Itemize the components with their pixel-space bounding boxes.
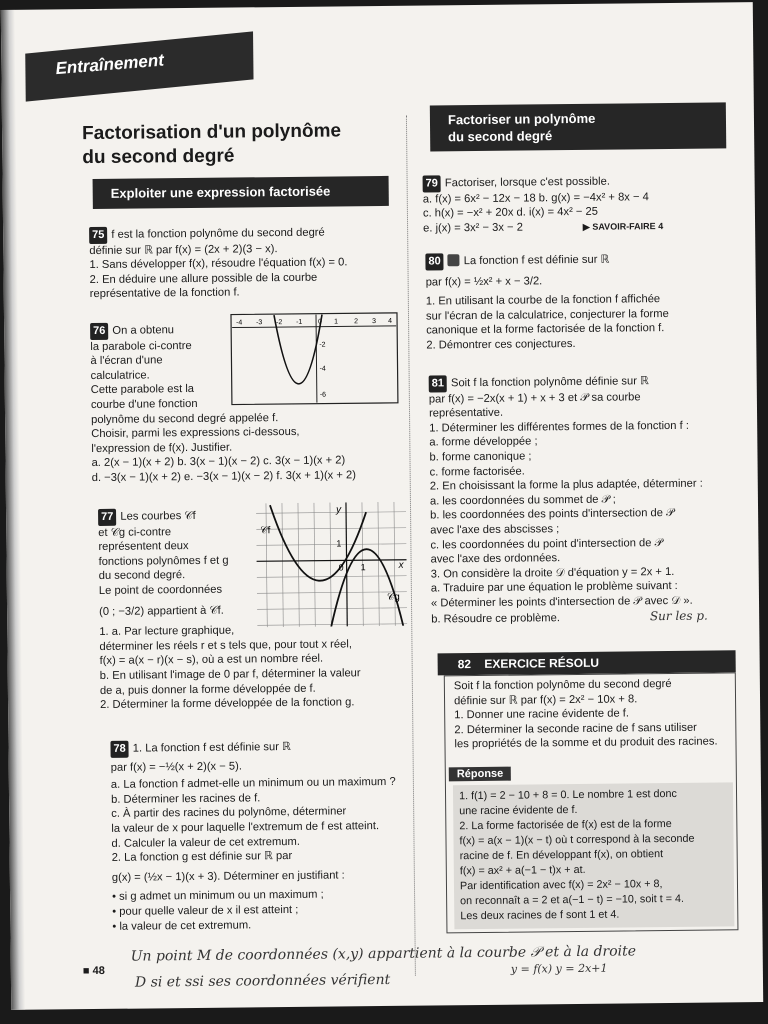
exercise-line: calculatrice. [90, 369, 150, 382]
exercise-line: e. j(x) = 3x² − 3x − 2 [423, 221, 523, 235]
savoir-faire-link[interactable]: ▶ SAVOIR-FAIRE 4 [582, 220, 664, 232]
exercise-line: • pour quelle valeur de x il est atteint ; [112, 903, 299, 918]
label-one-y: 1 [336, 538, 342, 549]
exercise-line: représentative. [428, 406, 504, 420]
textbook-page [1, 2, 763, 1010]
exercise-line: b. Résoudre ce problème. [431, 611, 560, 625]
exercise-line: a. forme développée ; [429, 435, 538, 449]
reponse-line: Par identification avec f(x) = 2x² − 10x + 8, [459, 878, 663, 893]
exercise-line: La fonction f est définie sur ℝ [463, 253, 610, 268]
tick-label: -6 [319, 391, 327, 399]
title-line-1: Factorisation d'un polynôme [81, 120, 342, 145]
label-cf: 𝒞f [260, 525, 271, 537]
exercise-line: 3. On considère la droite 𝒟 d'équation y = 2x + 1. [430, 565, 675, 581]
exercise-line: a. f(x) = 6x² − 12x − 18 b. g(x) = −4x² + 8x − 4 [422, 190, 649, 206]
exercise-line: 2. Déterminer la seconde racine de f sans utiliser [454, 721, 697, 737]
reponse-line: f(x) = ax² + a(−1 − t)x + at. [459, 863, 586, 878]
exercise-line: 1. En utilisant la courbe de la fonction f affichée [425, 293, 661, 308]
calculator-parabola-figure [230, 312, 399, 406]
exercise-82-statement [454, 677, 718, 753]
two-curves-figure [256, 502, 407, 628]
exercise-line: Les courbes 𝒞f [120, 509, 196, 523]
exercise-line: c. les coordonnées du point d'intersection de 𝒫 [430, 536, 663, 552]
exercise-number: 77 [98, 509, 116, 526]
reponse-content [459, 787, 695, 924]
column-divider [406, 116, 416, 976]
exercise-line: par f(x) = −2x(x + 1) + x + 3 et 𝒫 sa courbe [428, 390, 641, 406]
exercise-line: du second degré. [98, 569, 186, 583]
label-y: y [335, 504, 342, 516]
tick-label: -2 [319, 341, 326, 349]
section-right-line-2: du second degré [448, 128, 553, 145]
page-number: ■ 48 [82, 964, 105, 978]
exercise-line: 2. En déduire une allure possible de la courbe [89, 271, 318, 286]
exercise-line: par f(x) = ½x² + x − 3/2. [425, 274, 543, 289]
exercise-number: 80 [425, 253, 443, 270]
exercise-line: 1. La fonction f est définie sur ℝ [132, 740, 291, 755]
y-axis [346, 502, 347, 626]
exercise-82-header [438, 650, 736, 675]
exercise-line: définie sur ℝ par f(x) = 2x² − 10x + 8. [453, 692, 638, 707]
label-cg: 𝒞g [386, 591, 400, 603]
exercise-line: b. les coordonnées des points d'intersection de 𝒫 [430, 507, 675, 522]
x-axis [257, 560, 407, 562]
exercise-line: c. À partir des racines du polynôme, déterminer [111, 805, 347, 821]
exercise-line: g(x) = (½x − 1)(x + 3). Déterminer en justifiant : [111, 869, 345, 884]
tick-label: -4 [236, 319, 243, 327]
tick-label: -3 [256, 319, 263, 327]
tick-label: -1 [296, 318, 303, 326]
exercise-line: les propriétés de la somme et du produit des racines. [454, 735, 718, 751]
reponse-line: f(x) = a(x − 1)(x − t) où t correspond à la seconde [459, 832, 695, 848]
tick-label: -4 [319, 365, 326, 373]
exercise-line: 1. Sans développer f(x), résoudre l'équation f(x) = 0. [89, 256, 348, 272]
exercise-line: avec l'axe des abscisses ; [430, 523, 560, 537]
reponse-line: 1. f(1) = 2 − 10 + 8 = 0. Le nombre 1 est donc [458, 787, 677, 803]
page-binding-shadow [1, 10, 25, 1010]
exercise-line: Le point de coordonnées [98, 583, 223, 597]
exercise-line: 2. Démontrer ces conjectures. [426, 337, 576, 352]
exercise-line: et 𝒞g ci-contre [98, 525, 172, 539]
exercise-75 [89, 224, 348, 302]
label-one-x: 1 [360, 562, 366, 573]
handwritten-note: Sur les p. [649, 608, 708, 623]
exercise-line: 1. a. Par lecture graphique, [99, 624, 235, 639]
exercise-number: 75 [89, 227, 107, 244]
section-header-left: Exploiter une expression factorisée [93, 176, 389, 209]
exercise-line: • si g admet un minimum ou un maximum ; [112, 888, 324, 904]
exercise-line: « Déterminer les points d'intersection de 𝒫 avec 𝒟 ». [430, 594, 693, 610]
reponse-label: Réponse [449, 767, 512, 782]
reponse-line: on reconnaît a = 2 et a(−1 − t) = −10, soit t = 4. [460, 892, 685, 908]
exercise-78 [110, 738, 397, 934]
handwritten-line-1: Un point M de coordonnées (x,y) appartient à la courbe 𝒫 et à la droite [130, 943, 637, 965]
exercise-line: b. En utilisant l'image de 0 par f, déterminer la valeur [99, 667, 361, 682]
reponse-line: Les deux racines de f sont 1 et 4. [460, 908, 620, 923]
exercise-79 [423, 173, 664, 236]
tick-label: 2 [354, 318, 359, 326]
reponse-line: 2. La forme factorisée de f(x) est de la forme [459, 817, 672, 833]
reponse-line: racine de f. En développant f(x), on obtient [459, 848, 664, 863]
exercise-number: 82 [457, 657, 472, 672]
grid-lines [256, 502, 407, 628]
tick-label: -2 [276, 319, 283, 327]
exercise-line: avec l'axe des ordonnées. [430, 552, 561, 566]
exercise-line: fonctions polynômes f et g [98, 554, 229, 568]
page-title [82, 119, 382, 170]
exercise-line: d. Calculer la valeur de cet extremum. [111, 835, 300, 850]
exercise-line: Cette parabole est la [90, 383, 195, 397]
exercise-80 [425, 251, 669, 353]
label-x: x [398, 559, 404, 571]
exercise-line: représentative de la fonction f. [89, 286, 240, 301]
exercise-line: b. forme canonique ; [429, 450, 532, 464]
tick-label: 4 [388, 317, 393, 325]
reponse-line: une racine évidente de f. [459, 803, 578, 818]
title-line-2: du second degré [82, 145, 235, 169]
section-right-line-1: Factoriser un polynôme [447, 110, 596, 128]
tick-label: 0 [318, 318, 323, 326]
exercise-line: déterminer les réels r et s tels que, pour tout x réel, [99, 638, 352, 653]
exercise-line: 1. Déterminer les différentes formes de la fonction f : [429, 419, 689, 435]
exercise-line: la parabole ci-contre [90, 339, 192, 353]
exercise-number: 81 [429, 375, 447, 392]
exercise-line: Soit f la fonction polynôme définie sur ℝ [450, 375, 649, 390]
exercise-line: c. forme factorisée. [429, 465, 525, 479]
exercise-number: 76 [90, 323, 108, 340]
exercise-line: 2. La fonction g est définie sur ℝ par [111, 850, 293, 865]
handwritten-side-note: y = f(x) y = 2x+1 [510, 961, 608, 976]
exercise-line: à l'écran d'une [90, 354, 163, 368]
exercise-line: d. −3(x − 1)(x + 2) e. −3(x − 1)(x − 2) f. 3(x + 1)(x + 2) [91, 469, 357, 484]
exercise-number: 78 [110, 741, 128, 758]
exercise-resolu-label: EXERCICE RÉSOLU [484, 655, 600, 671]
exercise-81 [429, 373, 708, 627]
exercise-line: a. 2(x − 1)(x + 2) b. 3(x − 1)(x − 2) c. 3(x − 1)(x + 2) [91, 454, 346, 470]
section-header-right [430, 102, 726, 151]
exercise-line: On a obtenu [112, 324, 175, 337]
exercise-line: 2. Déterminer la forme développée de la fonction g. [100, 696, 355, 712]
exercise-line: canonique et la forme factorisée de la fonction f. [426, 322, 665, 337]
exercise-intro: Factoriser, lorsque c'est possible. [444, 175, 610, 190]
exercise-line: f(x) = a(x − r)(x − s), où a est un nombre réel. [99, 652, 324, 668]
exercise-line: l'expression de f(x). Justifier. [91, 441, 233, 455]
exercise-line: Soit f la fonction polynôme du second degré [453, 677, 672, 693]
exercise-number: 79 [423, 175, 441, 192]
calculator-icon [448, 254, 460, 266]
label-origin: 0 [338, 562, 344, 573]
tick-label: 3 [372, 318, 377, 326]
handwritten-line-2: D si et ssi ses coordonnées vérifient [134, 971, 391, 991]
banner-label: Entraînement [54, 50, 165, 79]
exercise-line: définie sur ℝ par f(x) = (2x + 2)(3 − x). [89, 242, 278, 257]
exercise-line: de a, puis donner la forme développée de f. [99, 682, 316, 697]
exercise-line: sur l'écran de la calculatrice, conjecturer la forme [425, 307, 669, 323]
curve-cf [270, 504, 367, 581]
tick-label: 1 [334, 318, 339, 326]
exercise-line: 2. En choisissant la forme la plus adaptée, déterminer : [429, 477, 703, 493]
exercise-line: par f(x) = −½(x + 2)(x − 5). [110, 760, 242, 774]
exercise-line: • la valeur de cet extremum. [112, 918, 252, 933]
exercise-line: a. Traduire par une équation le problème suivant : [430, 580, 678, 595]
exercise-line: Choisir, parmi les expressions ci-dessous, [91, 426, 300, 441]
exercise-line: f est la fonction polynôme du second degré [111, 226, 325, 241]
exercise-line: a. La fonction f admet-elle un minimum ou un maximum ? [110, 776, 396, 792]
exercise-line: polynôme du second degré appelée f. [91, 411, 279, 426]
exercise-line: la valeur de x pour laquelle l'extremum de f est atteint. [111, 820, 380, 835]
exercise-line: b. Déterminer les racines de f. [110, 792, 261, 806]
exercise-line: courbe d'une fonction [90, 397, 198, 412]
exercise-line: 1. Donner une racine évidente de f. [454, 707, 630, 722]
exercise-line: a. les coordonnées du sommet de 𝒫 ; [429, 493, 616, 508]
exercise-line: c. h(x) = −x² + 20x d. i(x) = 4x² − 25 [422, 205, 599, 220]
exercise-line: représentent deux [98, 540, 189, 554]
exercise-line: (0 ; −3/2) appartient à 𝒞f. [99, 604, 224, 618]
